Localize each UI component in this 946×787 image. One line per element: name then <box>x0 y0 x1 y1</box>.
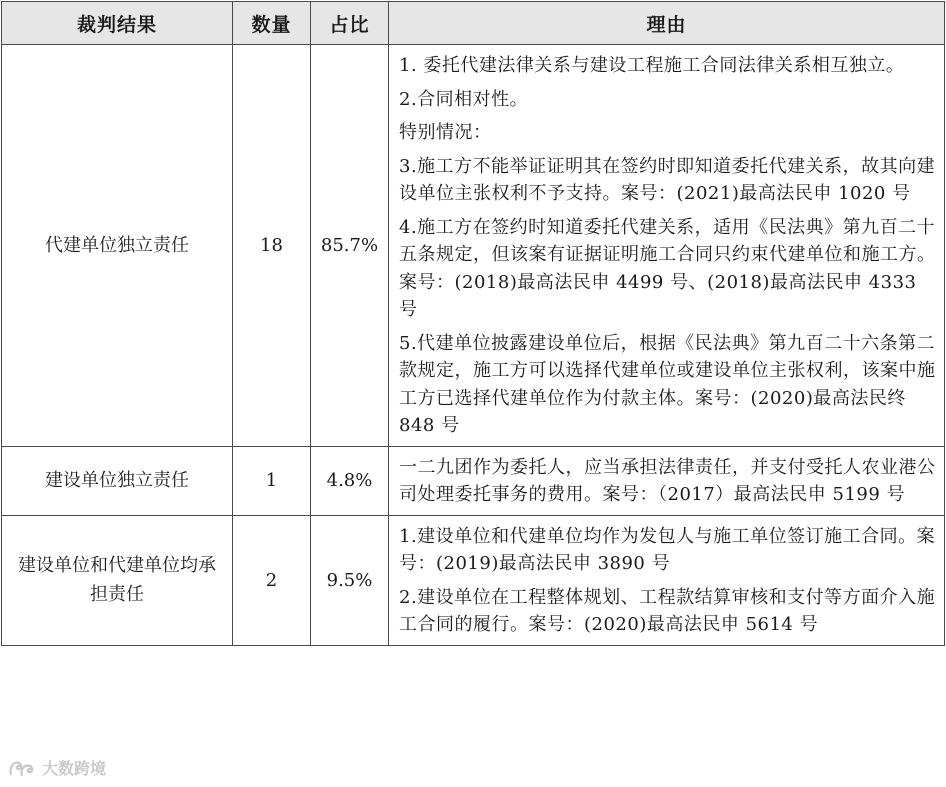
reason-cell <box>389 45 945 447</box>
count-cell: 2 <box>233 515 311 645</box>
reason-paragraph: 2.建设单位在工程整体规划、工程款结算审核和支付等方面介入施工合同的履行。案号：(2020)最高法民申 5614 号 <box>399 586 936 635</box>
result-cell: 建设单位和代建单位均承担责任 <box>2 515 233 645</box>
count-cell: 18 <box>233 45 311 447</box>
table-row <box>2 45 945 447</box>
reason-paragraph: 2.合同相对性。 <box>399 88 529 110</box>
result-cell: 建设单位独立责任 <box>2 446 233 515</box>
reason-paragraph: 特别情况： <box>399 122 492 143</box>
reason-cell <box>389 446 945 515</box>
header-count: 数量 <box>233 2 311 45</box>
ratio-cell: 9.5% <box>311 515 389 645</box>
table-row <box>2 446 945 515</box>
reason-paragraph: 1.建设单位和代建单位均作为发包人与施工单位签订施工合同。案号：(2019)最高法民申 3890 号 <box>399 525 936 574</box>
header-result: 裁判结果 <box>2 2 233 45</box>
reason-cell <box>389 515 945 645</box>
header-ratio: 占比 <box>311 2 389 45</box>
table-row <box>2 515 945 645</box>
watermark-text: 大数跨境 <box>42 758 107 778</box>
watermark <box>8 755 106 779</box>
ratio-cell: 85.7% <box>311 45 389 447</box>
ratio-cell: 4.8% <box>311 446 389 515</box>
reason-paragraph: 3.施工方不能举证证明其在签约时即知道委托代建关系，故其向建设单位主张权利不予支持。案号：(2021)最高法民申 1020 号 <box>399 155 936 204</box>
header-reason: 理由 <box>389 2 945 45</box>
judgment-table <box>1 1 945 646</box>
count-cell: 1 <box>233 446 311 515</box>
reason-paragraph: 一二九团作为委托人，应当承担法律责任，并支付受托人农业港公司处理委托事务的费用。案号：（2017）最高法民申 5199 号 <box>399 456 936 505</box>
reason-paragraph: 1. 委托代建法律关系与建设工程施工合同法律关系相互独立。 <box>399 55 905 76</box>
reason-paragraph: 4.施工方在签约时知道委托代建关系，适用《民法典》第九百二十五条规定，但该案有证据证明施工合同只约束代建单位和施工方。案号：(2018)最高法民申 4499 号、(2018)最高法民申 4333 号 <box>399 216 936 320</box>
reason-paragraph: 5.代建单位披露建设单位后，根据《民法典》第九百二十六条第二款规定，施工方可以选择代建单位或建设单位主张权利，该案中施工方已选择代建单位作为付款主体。案号：(2020)最高法民终 848 号 <box>399 332 936 436</box>
result-cell: 代建单位独立责任 <box>2 45 233 447</box>
table-header-row <box>2 2 945 45</box>
logo-swirl-icon <box>8 755 38 779</box>
